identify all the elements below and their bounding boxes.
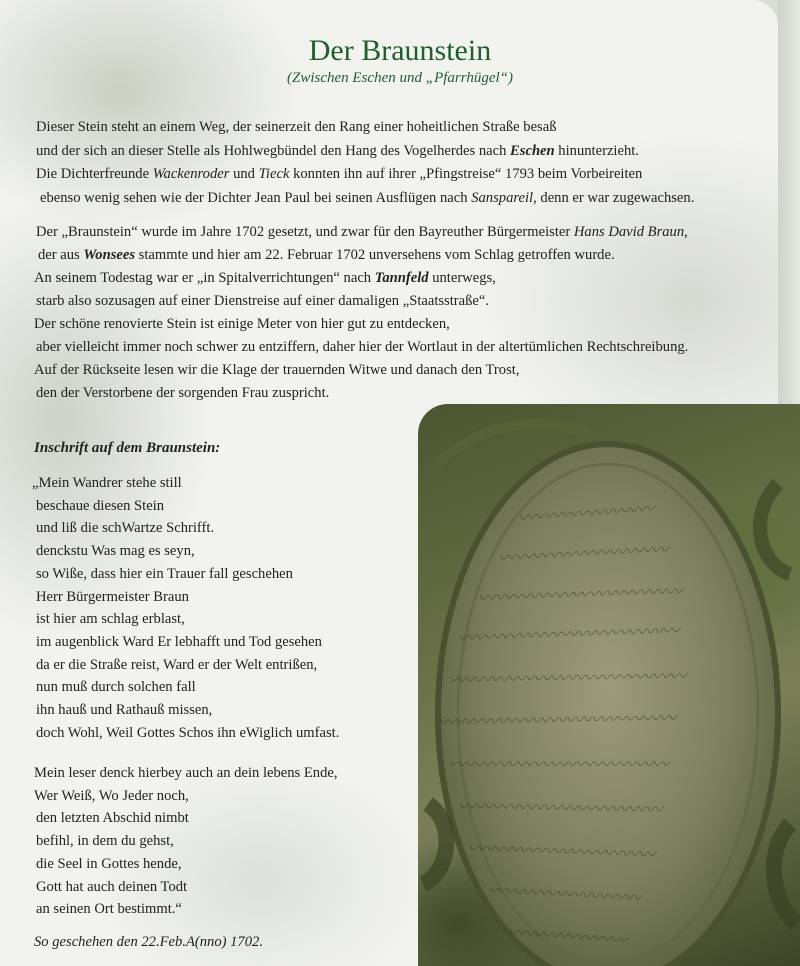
verse-line: da er die Straße reist, Ward er der Welt entrißen, xyxy=(36,656,318,673)
verse-line: Gott hat auch deinen Todt xyxy=(36,878,188,895)
text-run: Die Dichterfreunde xyxy=(36,166,153,182)
verse-line: Herr Bürgermeister Braun xyxy=(36,588,189,605)
verse-line: denckstu Was mag es seyn, xyxy=(36,543,195,560)
text-run: aber vielleicht immer noch schwer zu entziffern, daher hier der Wortlaut in der altertümlichen Rechtschreibung. xyxy=(36,339,689,355)
stone-engraving-line: 〰〰〰〰〰〰〰〰〰〰〰〰〰〰 xyxy=(447,666,687,691)
text-line xyxy=(36,120,557,135)
text-line xyxy=(36,225,688,240)
text-line xyxy=(36,386,329,401)
emphasis: Sanspareil xyxy=(471,189,534,206)
text-run: ebenso wenig sehen wie der Dichter Jean Paul bei seinen Ausflügen nach xyxy=(40,189,472,206)
text-line xyxy=(36,340,688,355)
text-run: stammte und hier am 22. Februar 1702 unversehens vom Schlag getroffen wurde. xyxy=(135,247,615,263)
stone-engraving-line: 〰〰〰〰〰〰〰〰〰〰 xyxy=(497,540,669,569)
text-run: Der schöne renovierte Stein ist einige Meter von hier gut zu entdecken, xyxy=(34,316,450,332)
verse-line: doch Wohl, Weil Gottes Schos ihn eWiglich umfast. xyxy=(36,724,340,741)
verse-line: die Seel in Gottes hende, xyxy=(36,855,182,872)
verse-line: an seinen Ort bestimmt.“ xyxy=(36,901,182,918)
text-run: Auf der Rückseite lesen wir die Klage der trauernden Witwe und danach den Trost, xyxy=(34,362,520,378)
page-subtitle: (Zwischen Eschen und „Pfarrhügel“) xyxy=(287,70,513,86)
text-run: den der Verstorbene der sorgenden Frau zuspricht. xyxy=(36,385,330,401)
text-line xyxy=(34,317,450,332)
stone-engraving-line: 〰〰〰〰〰〰〰〰〰〰〰 xyxy=(467,839,656,866)
emphasis: Hans David Braun xyxy=(573,224,685,240)
page-title: Der Braunstein xyxy=(308,34,492,67)
verse-line: „Mein Wandrer stehe still xyxy=(32,475,182,491)
text-line xyxy=(36,167,642,182)
text-run: hinunterzieht. xyxy=(554,142,639,159)
verse-line: beschaue diesen Stein xyxy=(36,497,165,514)
emphasis: Wackenroder xyxy=(152,166,230,182)
stone-engraving-line: 〰〰〰〰〰〰〰〰〰〰〰〰 xyxy=(457,797,663,821)
text-run: und xyxy=(229,166,259,182)
text-line xyxy=(36,294,489,309)
verse-line: befihl, in dem du gehst, xyxy=(36,833,174,850)
text-line xyxy=(34,271,496,286)
emphasis: Wonsees xyxy=(83,247,136,263)
text-run: Dieser Stein steht an einem Weg, der seinerzeit den Rang einer hoheitlichen Straße besaß xyxy=(36,119,557,135)
inscription-heading: Inschrift auf dem Braunstein: xyxy=(34,440,221,456)
text-run: und der sich an dieser Stelle als Hohlwegbündel den Hang des Vogelherdes nach xyxy=(36,142,511,159)
engraved-stone-photo xyxy=(418,404,800,966)
text-line xyxy=(40,191,694,206)
text-run: starb also sozusagen auf einer Dienstreise auf einer damaligen „Staatsstraße“. xyxy=(36,293,490,309)
emphasis: Tieck xyxy=(258,166,290,182)
stone-engraving-line: 〰〰〰〰〰〰〰〰〰〰〰〰〰〰 xyxy=(437,708,677,733)
stone-engraving-line: 〰〰〰〰〰〰〰〰〰 xyxy=(487,881,642,909)
stone-engraving-line: 〰〰〰〰〰〰〰〰 xyxy=(517,499,655,529)
stone-engraving-line: 〰〰〰〰〰〰〰 xyxy=(507,923,628,952)
stone-engraving-line: 〰〰〰〰〰〰〰〰〰〰〰〰 xyxy=(477,581,683,609)
emphasis: Tannfeld xyxy=(374,270,429,286)
verse-line: den letzten Abschid nimbt xyxy=(36,810,189,827)
text-run: Der „Braunstein“ wurde im Jahre 1702 gesetzt, und zwar für den Bayreuther Bürgermeister xyxy=(36,224,574,240)
stone-engraving-line: 〰〰〰〰〰〰〰〰〰〰〰〰〰 xyxy=(457,621,680,649)
text-line xyxy=(34,363,519,378)
text-run: , xyxy=(684,224,688,240)
text-run: konnten ihn auf ihrer „Pfingstreise“ 1793 beim Vorbeireiten xyxy=(289,166,643,182)
verse-line: ihn hauß und Rathauß missen, xyxy=(36,702,213,718)
verse-line: ist hier am schlag erblast, xyxy=(36,611,185,628)
stone-engraving-line: 〰〰〰〰〰〰〰〰〰〰〰〰〰 xyxy=(448,755,669,775)
verse-line: nun muß durch solchen fall xyxy=(36,679,196,696)
text-line xyxy=(38,248,615,263)
text-run: An seinem Todestag war er „in Spitalverrichtungen“ nach xyxy=(34,270,375,286)
verse-line: Mein leser denck hierbey auch an dein lebens Ende, xyxy=(34,765,338,781)
text-run: unterwegs, xyxy=(428,270,496,286)
emphasis: Eschen xyxy=(510,142,555,159)
inscription-date: So geschehen den 22.Feb.A(nno) 1702. xyxy=(34,934,263,950)
verse-line: im augenblick Ward Er lebhafft und Tod gesehen xyxy=(36,633,322,650)
verse-line: Wer Weiß, Wo Jeder noch, xyxy=(34,787,189,804)
verse-line: und liß die schWartze Schrifft. xyxy=(36,520,215,537)
text-line xyxy=(36,144,639,159)
text-run: der aus xyxy=(38,247,84,263)
text-run: , denn er war zugewachsen. xyxy=(533,189,695,206)
verse-line: so Wiße, dass hier ein Trauer fall geschehen xyxy=(36,565,293,582)
